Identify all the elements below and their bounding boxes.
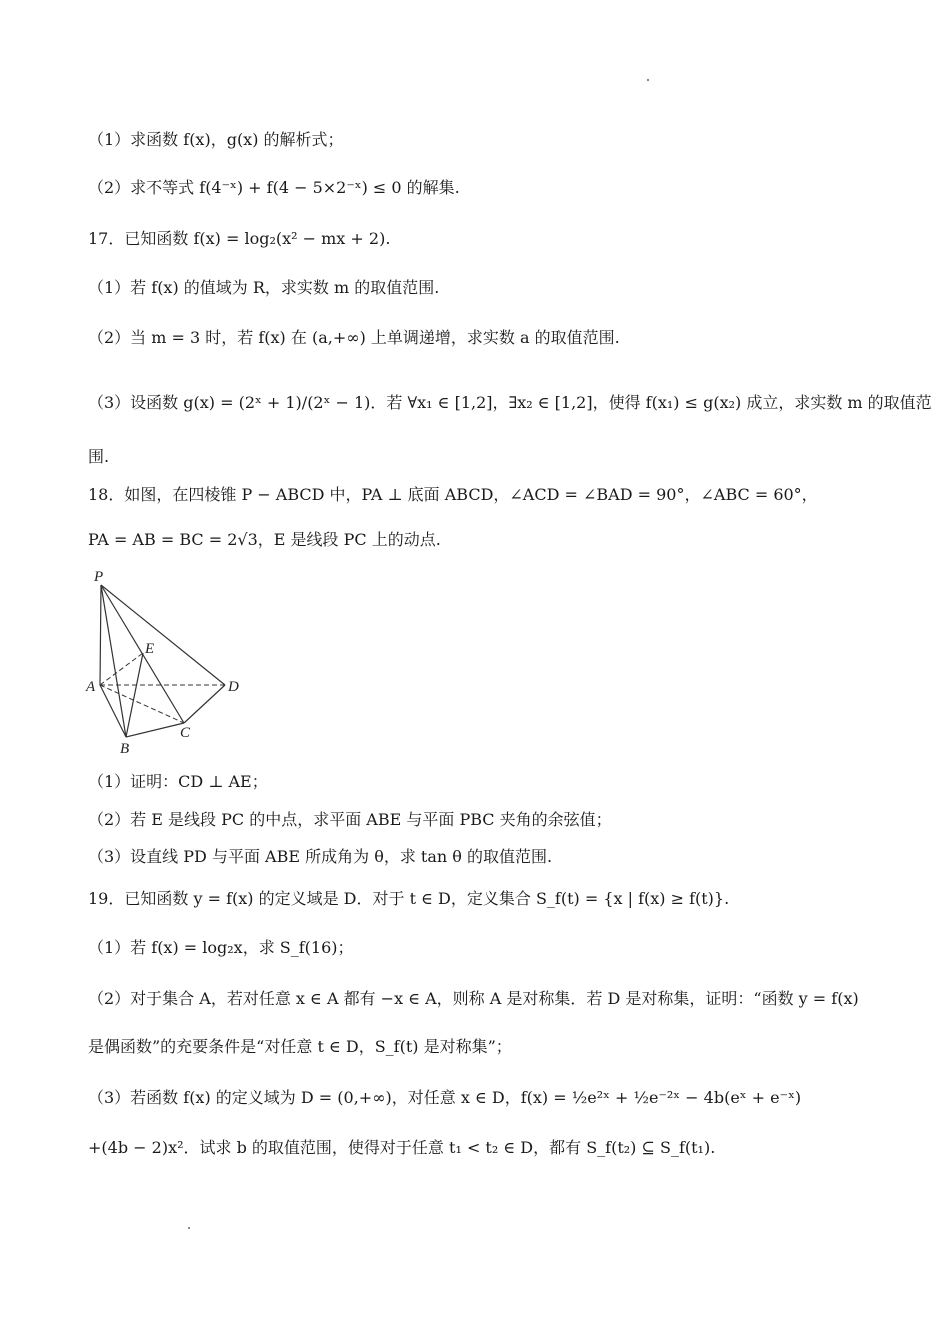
edge-PA [100,585,101,685]
q17-part1: （1）若 f(x) 的值域为 R，求实数 m 的取值范围. [88,278,440,297]
q17-stem: 17．已知函数 f(x) = log₂(x² − mx + 2). [88,229,391,248]
q19-stem: 19．已知函数 y = f(x) 的定义域是 D．对于 t ∈ D，定义集合 S_f(t) = {x | f(x) ≥ f(t)}. [88,889,730,908]
edge-AE-hidden [100,653,143,685]
label-B: B [120,741,130,757]
edge-CD [184,685,225,723]
q18-stem-cont: PA = AB = BC = 2√3，E 是线段 PC 上的动点. [88,530,441,549]
q19-part1: （1）若 f(x) = log₂x，求 S_f(16)； [88,938,354,957]
label-E: E [145,641,155,657]
q16-part2: （2）求不等式 f(4⁻ˣ) + f(4 − 5×2⁻ˣ) ≤ 0 的解集. [88,178,460,197]
label-D: D [228,679,239,695]
page-mark-dot-top [647,79,649,81]
q18-part3: （3）设直线 PD 与平面 ABE 所成角为 θ，求 tan θ 的取值范围. [88,847,553,866]
q19-part3: （3）若函数 f(x) 的定义域为 D = (0,+∞)，对任意 x ∈ D，f(x) = ½e²ˣ + ½e⁻²ˣ − 4b(eˣ + e⁻ˣ) [88,1088,802,1107]
pyramid-figure [80,565,250,760]
label-A: A [86,679,96,695]
label-C: C [180,725,191,741]
q18-part2: （2）若 E 是线段 PC 的中点，求平面 ABE 与平面 PBC 夹角的余弦值； [88,810,612,829]
q18-stem: 18．如图，在四棱锥 P − ABCD 中，PA ⊥ 底面 ABCD，∠ACD = ∠BAD = 90°，∠ABC = 60°， [88,485,818,504]
q19-part2: （2）对于集合 A，若对任意 x ∈ A 都有 −x ∈ A，则称 A 是对称集．若 D 是对称集，证明：“函数 y = f(x) [88,989,859,1008]
q19-part2-cont: 是偶函数”的充要条件是“对任意 t ∈ D，S_f(t) 是对称集”； [88,1037,512,1056]
edge-PB [101,585,126,737]
q17-part2: （2）当 m = 3 时，若 f(x) 在 (a,+∞) 上单调递增，求实数 a 的取值范围. [88,328,620,347]
edge-BC [126,723,184,737]
page-mark-dot-bottom [188,1227,190,1229]
q16-part1: （1）求函数 f(x)，g(x) 的解析式； [88,130,344,149]
edge-BE [126,653,143,737]
edge-AC-hidden [100,685,184,723]
q17-part3-cont: 围. [88,447,110,466]
q18-part1: （1）证明：CD ⊥ AE； [88,772,268,791]
q17-part3: （3）设函数 g(x) = (2ˣ + 1)/(2ˣ − 1)．若 ∀x₁ ∈ [1,2]，∃x₂ ∈ [1,2]，使得 f(x₁) ≤ g(x₂) 成立，求实数 m 的取值范 [88,393,932,412]
q19-part3-cont: +(4b − 2)x²．试求 b 的取值范围，使得对于任意 t₁ < t₂ ∈ D，都有 S_f(t₂) ⊆ S_f(t₁). [88,1138,716,1157]
label-P: P [94,569,104,585]
